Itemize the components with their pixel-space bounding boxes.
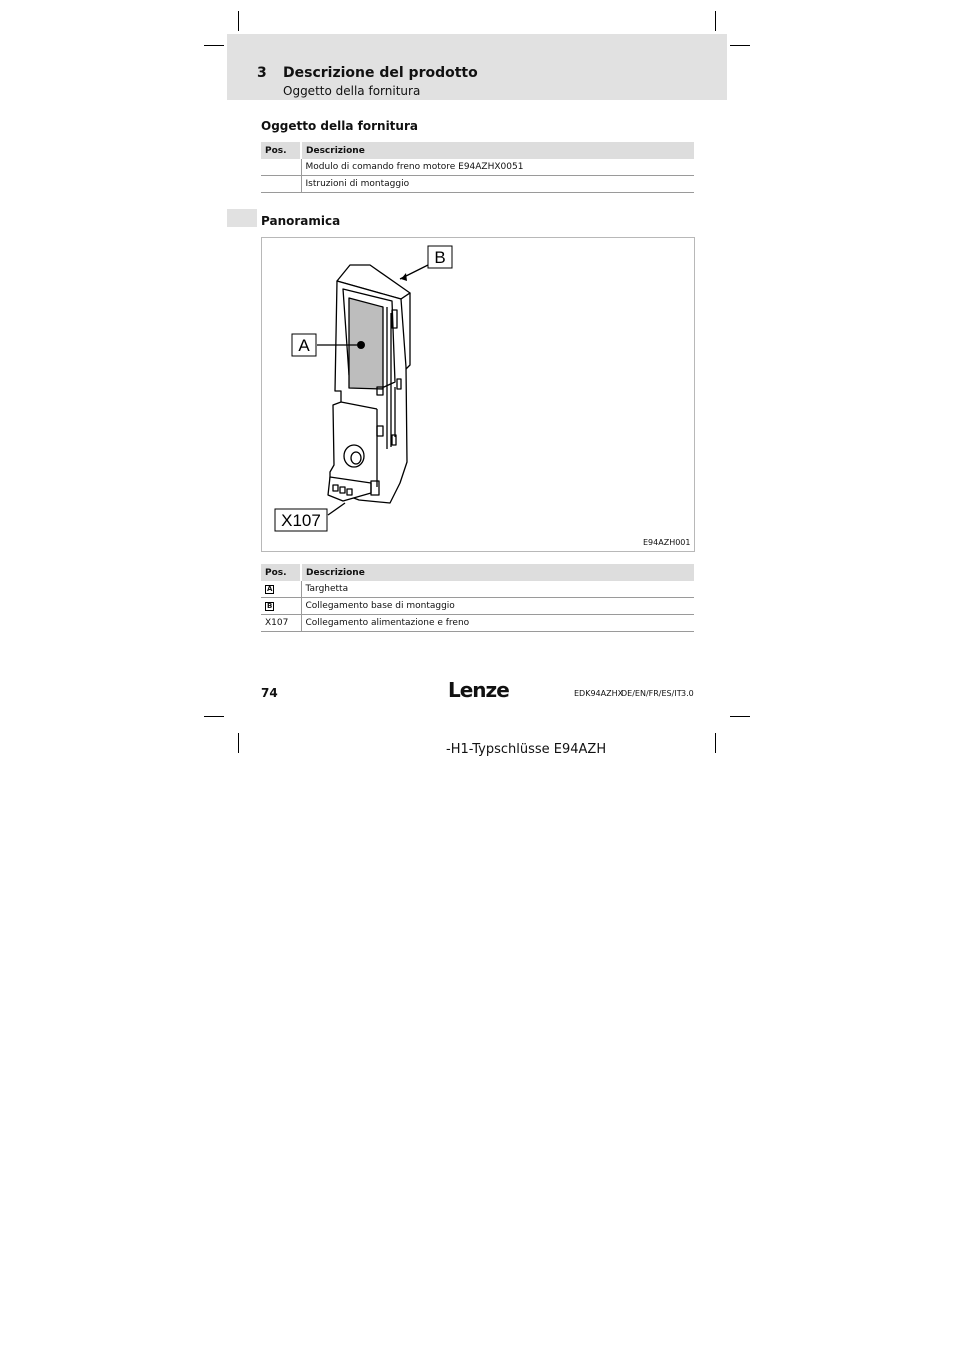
overview-table	[261, 564, 694, 632]
page-number: 74	[261, 686, 278, 700]
callout-x107: X107	[281, 511, 321, 530]
crop-mark	[204, 716, 224, 717]
crop-mark	[715, 11, 716, 31]
col-pos-header: Pos.	[261, 564, 301, 581]
table-row	[261, 615, 694, 632]
delivery-table	[261, 142, 694, 193]
section-marker	[227, 209, 257, 227]
desc-cell: Modulo di comando freno motore E94AZHX0051	[301, 159, 694, 176]
table-row	[261, 581, 694, 598]
col-desc-header: Descrizione	[301, 142, 694, 159]
document-version: 3.0	[681, 689, 694, 698]
chapter-subtitle: Oggetto della fornitura	[283, 84, 421, 98]
table-row	[261, 598, 694, 615]
label-b-arrowhead	[401, 273, 407, 281]
pos-cell	[261, 176, 301, 193]
chapter-title: Descrizione del prodotto	[283, 65, 478, 81]
pos-cell	[261, 159, 301, 176]
table-row	[261, 176, 694, 193]
overview-heading: Panoramica	[261, 214, 341, 228]
label-a-dot	[357, 341, 365, 349]
table-header-row	[261, 142, 694, 159]
document-languages: DE/EN/FR/ES/IT	[621, 689, 682, 698]
crop-mark	[730, 45, 750, 46]
table-row	[261, 159, 694, 176]
desc-cell: Targhetta	[301, 581, 694, 598]
delivery-heading: Oggetto della fornitura	[261, 119, 418, 133]
col-desc-header: Descrizione	[301, 564, 694, 581]
desc-cell: Collegamento base di montaggio	[301, 598, 694, 615]
document-code: EDK94AZHX	[574, 689, 624, 698]
desc-cell: Collegamento alimentazione e freno	[301, 615, 694, 632]
crop-mark	[238, 733, 239, 753]
lenze-logo: Lenze	[448, 678, 509, 702]
figure-code: E94AZH001	[643, 538, 691, 547]
callout-b: B	[434, 248, 446, 267]
callout-a: A	[298, 336, 310, 355]
table-header-row	[261, 564, 694, 581]
pos-cell: X107	[261, 615, 301, 632]
device-illustration	[261, 237, 695, 553]
pos-box-label: B	[267, 602, 273, 610]
footer-caption: -H1-Typschlüsse E94AZH	[446, 742, 607, 757]
pos-box-label: A	[267, 585, 273, 593]
pos-cell	[261, 581, 301, 598]
crop-mark	[715, 733, 716, 753]
crop-mark	[238, 11, 239, 31]
chapter-number: 3	[257, 65, 267, 81]
col-pos-header: Pos.	[261, 142, 301, 159]
desc-cell: Istruzioni di montaggio	[301, 176, 694, 193]
crop-mark	[730, 716, 750, 717]
pos-cell	[261, 598, 301, 615]
crop-mark	[204, 45, 224, 46]
